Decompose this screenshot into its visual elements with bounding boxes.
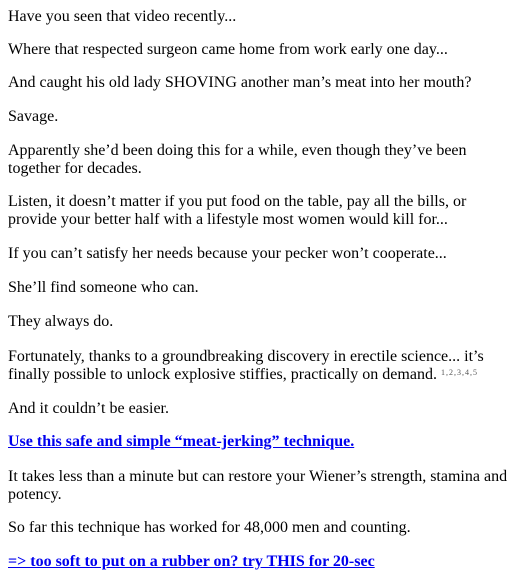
technique-link[interactable]: Use this safe and simple “meat-jerking” technique. [8,433,355,450]
paragraph-cta [8,553,508,571]
paragraph-fortunately [8,348,508,384]
paragraph-counting: So far this technique has worked for 48,000 men and counting. [8,519,411,536]
paragraph-fortunately-text: Fortunately, thanks to a groundbreaking discovery in erectile science... it’s finally possible to unlock explosive stiffies, practically on demand. [8,348,484,383]
paragraph-caught: And caught his old lady SHOVING another man’s meat into her mouth? [8,74,472,91]
paragraph-minute: It takes less than a minute but can restore your Wiener’s strength, stamina and potency. [8,468,508,503]
paragraph-video: Have you seen that video recently... [8,8,237,25]
paragraph-technique [8,433,508,451]
paragraph-always: They always do. [8,313,114,330]
paragraph-savage: Savage. [8,108,59,125]
reference-superscript: 1,2,3,4,5 [440,368,478,377]
paragraph-apparently: Apparently she’d been doing this for a while, even though they’ve been together for decades. [8,142,467,177]
paragraph-surgeon: Where that respected surgeon came home from work early one day... [8,41,448,58]
paragraph-someone: She’ll find someone who can. [8,279,199,296]
cta-link[interactable]: => too soft to put on a rubber on? try THIS for 20-sec [8,553,375,570]
paragraph-easier: And it couldn’t be easier. [8,400,169,417]
paragraph-satisfy: If you can’t satisfy her needs because your pecker won’t cooperate... [8,245,447,262]
paragraph-listen: Listen, it doesn’t matter if you put food on the table, pay all the bills, or provide your better half with a lifestyle most women would kill for... [8,193,467,228]
